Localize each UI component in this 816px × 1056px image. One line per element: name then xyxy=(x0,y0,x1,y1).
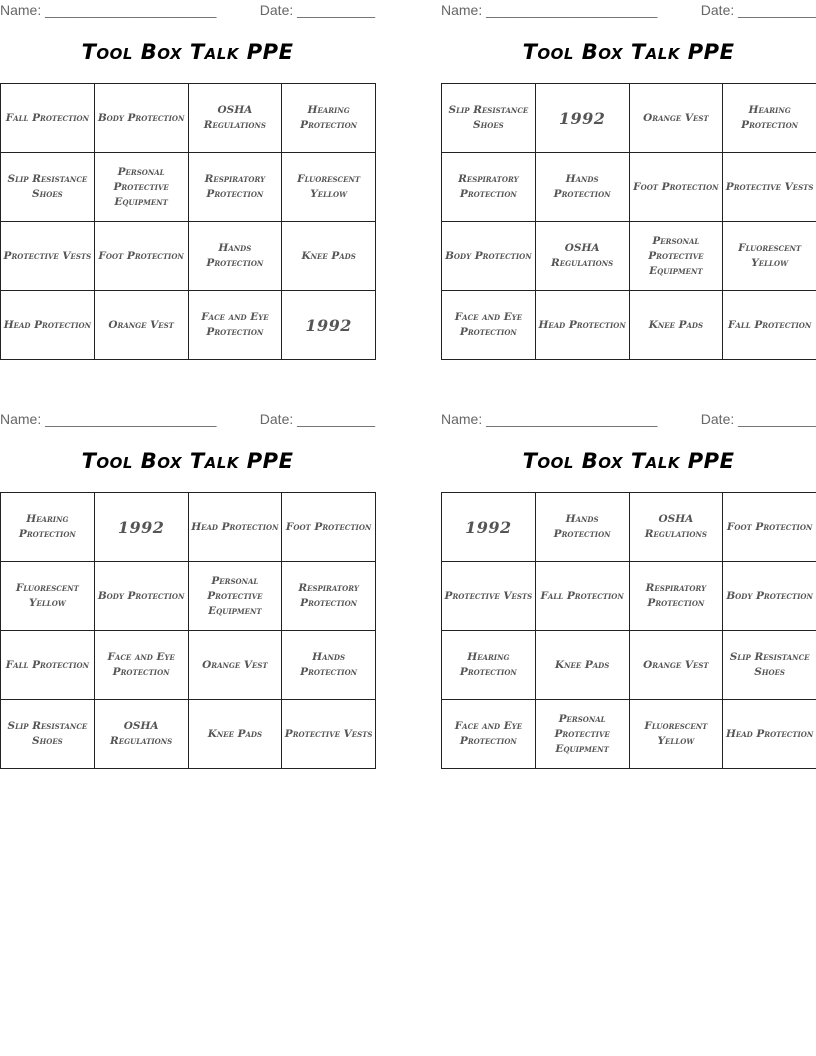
date-field: Date: __________ xyxy=(259,2,375,18)
grid-cell: Head Protection xyxy=(535,291,629,360)
grid-cell: Foot Protection xyxy=(723,493,816,562)
grid-cell: Foot Protection xyxy=(282,493,376,562)
grid-row xyxy=(442,222,816,291)
grid-cell: Body Protection xyxy=(442,222,536,291)
grid-cell: Respiratory Protection xyxy=(629,562,723,631)
grid-cell: Protective Vests xyxy=(1,222,95,291)
grid-cell: 1992 xyxy=(442,493,536,562)
grid-cell: Body Protection xyxy=(723,562,816,631)
grid-cell: Respiratory Protection xyxy=(188,153,282,222)
grid-cell: Slip Resistance Shoes xyxy=(442,84,536,153)
grid-cell: Orange Vest xyxy=(629,84,723,153)
grid-cell: Knee Pads xyxy=(282,222,376,291)
grid-cell: Head Protection xyxy=(1,291,95,360)
grid-cell: Personal Protective Equipment xyxy=(629,222,723,291)
grid-cell: Face and Eye Protection xyxy=(442,291,536,360)
grid-cell: OSHA Regulations xyxy=(629,493,723,562)
date-field: Date: __________ xyxy=(700,411,816,427)
grid-row xyxy=(1,84,376,153)
bingo-card-3 xyxy=(0,409,375,747)
grid-cell: Fall Protection xyxy=(535,562,629,631)
grid-cell: Fall Protection xyxy=(1,84,95,153)
name-field: Name: ______________________ xyxy=(441,411,658,427)
grid-cell: Protective Vests xyxy=(442,562,536,631)
name-field: Name: ______________________ xyxy=(0,2,217,18)
grid-cell: Hands Protection xyxy=(535,153,629,222)
bingo-grid xyxy=(441,492,816,769)
card-header xyxy=(441,0,816,22)
name-field: Name: ______________________ xyxy=(441,2,658,18)
grid-cell: Personal Protective Equipment xyxy=(188,562,282,631)
grid-cell: Hands Protection xyxy=(535,493,629,562)
card-header xyxy=(0,409,375,431)
grid-row xyxy=(1,631,376,700)
grid-cell: Personal Protective Equipment xyxy=(535,700,629,769)
grid-row xyxy=(442,562,816,631)
card-title: Tool Box Talk PPE xyxy=(522,449,735,473)
bingo-card-2 xyxy=(441,0,816,338)
bingo-card-4 xyxy=(441,409,816,755)
grid-cell: Face and Eye Protection xyxy=(442,700,536,769)
grid-cell: 1992 xyxy=(535,84,629,153)
grid-cell: Fluorescent Yellow xyxy=(629,700,723,769)
grid-cell: Fluorescent Yellow xyxy=(1,562,95,631)
grid-cell: 1992 xyxy=(282,291,376,360)
grid-row xyxy=(1,493,376,562)
grid-cell: Hands Protection xyxy=(282,631,376,700)
grid-cell: Fall Protection xyxy=(1,631,95,700)
grid-cell: Orange Vest xyxy=(94,291,188,360)
grid-cell: 1992 xyxy=(94,493,188,562)
grid-cell: Protective Vests xyxy=(723,153,816,222)
grid-cell: Face and Eye Protection xyxy=(188,291,282,360)
bingo-grid xyxy=(0,83,376,360)
grid-cell: Orange Vest xyxy=(629,631,723,700)
grid-cell: Hands Protection xyxy=(188,222,282,291)
grid-cell: Knee Pads xyxy=(535,631,629,700)
date-field: Date: __________ xyxy=(259,411,375,427)
card-header xyxy=(0,0,375,22)
grid-row xyxy=(442,631,816,700)
grid-cell: Protective Vests xyxy=(282,700,376,769)
card-header xyxy=(441,409,816,431)
card-title: Tool Box Talk PPE xyxy=(81,449,294,473)
grid-cell: OSHA Regulations xyxy=(188,84,282,153)
grid-cell: Head Protection xyxy=(188,493,282,562)
grid-row xyxy=(442,84,816,153)
grid-cell: Fluorescent Yellow xyxy=(282,153,376,222)
bingo-grid xyxy=(441,83,816,360)
grid-cell: OSHA Regulations xyxy=(535,222,629,291)
grid-row xyxy=(442,291,816,360)
card-title: Tool Box Talk PPE xyxy=(522,40,735,64)
grid-row xyxy=(1,700,376,769)
grid-row xyxy=(442,700,816,769)
grid-row xyxy=(1,291,376,360)
grid-row xyxy=(1,562,376,631)
grid-cell: Fall Protection xyxy=(723,291,816,360)
grid-cell: Body Protection xyxy=(94,562,188,631)
grid-row xyxy=(442,493,816,562)
grid-cell: Hearing Protection xyxy=(1,493,95,562)
grid-cell: Hearing Protection xyxy=(282,84,376,153)
grid-cell: Foot Protection xyxy=(94,222,188,291)
grid-cell: Respiratory Protection xyxy=(442,153,536,222)
grid-cell: Foot Protection xyxy=(629,153,723,222)
grid-cell: Body Protection xyxy=(94,84,188,153)
grid-cell: Slip Resistance Shoes xyxy=(723,631,816,700)
card-title: Tool Box Talk PPE xyxy=(81,40,294,64)
grid-cell: Respiratory Protection xyxy=(282,562,376,631)
grid-cell: Face and Eye Protection xyxy=(94,631,188,700)
grid-cell: Knee Pads xyxy=(629,291,723,360)
grid-cell: OSHA Regulations xyxy=(94,700,188,769)
grid-cell: Knee Pads xyxy=(188,700,282,769)
name-field: Name: ______________________ xyxy=(0,411,217,427)
grid-row xyxy=(1,222,376,291)
grid-cell: Slip Resistance Shoes xyxy=(1,153,95,222)
grid-cell: Hearing Protection xyxy=(442,631,536,700)
grid-cell: Personal Protective Equipment xyxy=(94,153,188,222)
date-field: Date: __________ xyxy=(700,2,816,18)
bingo-grid xyxy=(0,492,376,769)
grid-cell: Head Protection xyxy=(723,700,816,769)
grid-cell: Fluorescent Yellow xyxy=(723,222,816,291)
grid-row xyxy=(1,153,376,222)
grid-row xyxy=(442,153,816,222)
grid-cell: Orange Vest xyxy=(188,631,282,700)
bingo-card-1 xyxy=(0,0,375,338)
grid-cell: Hearing Protection xyxy=(723,84,816,153)
grid-cell: Slip Resistance Shoes xyxy=(1,700,95,769)
